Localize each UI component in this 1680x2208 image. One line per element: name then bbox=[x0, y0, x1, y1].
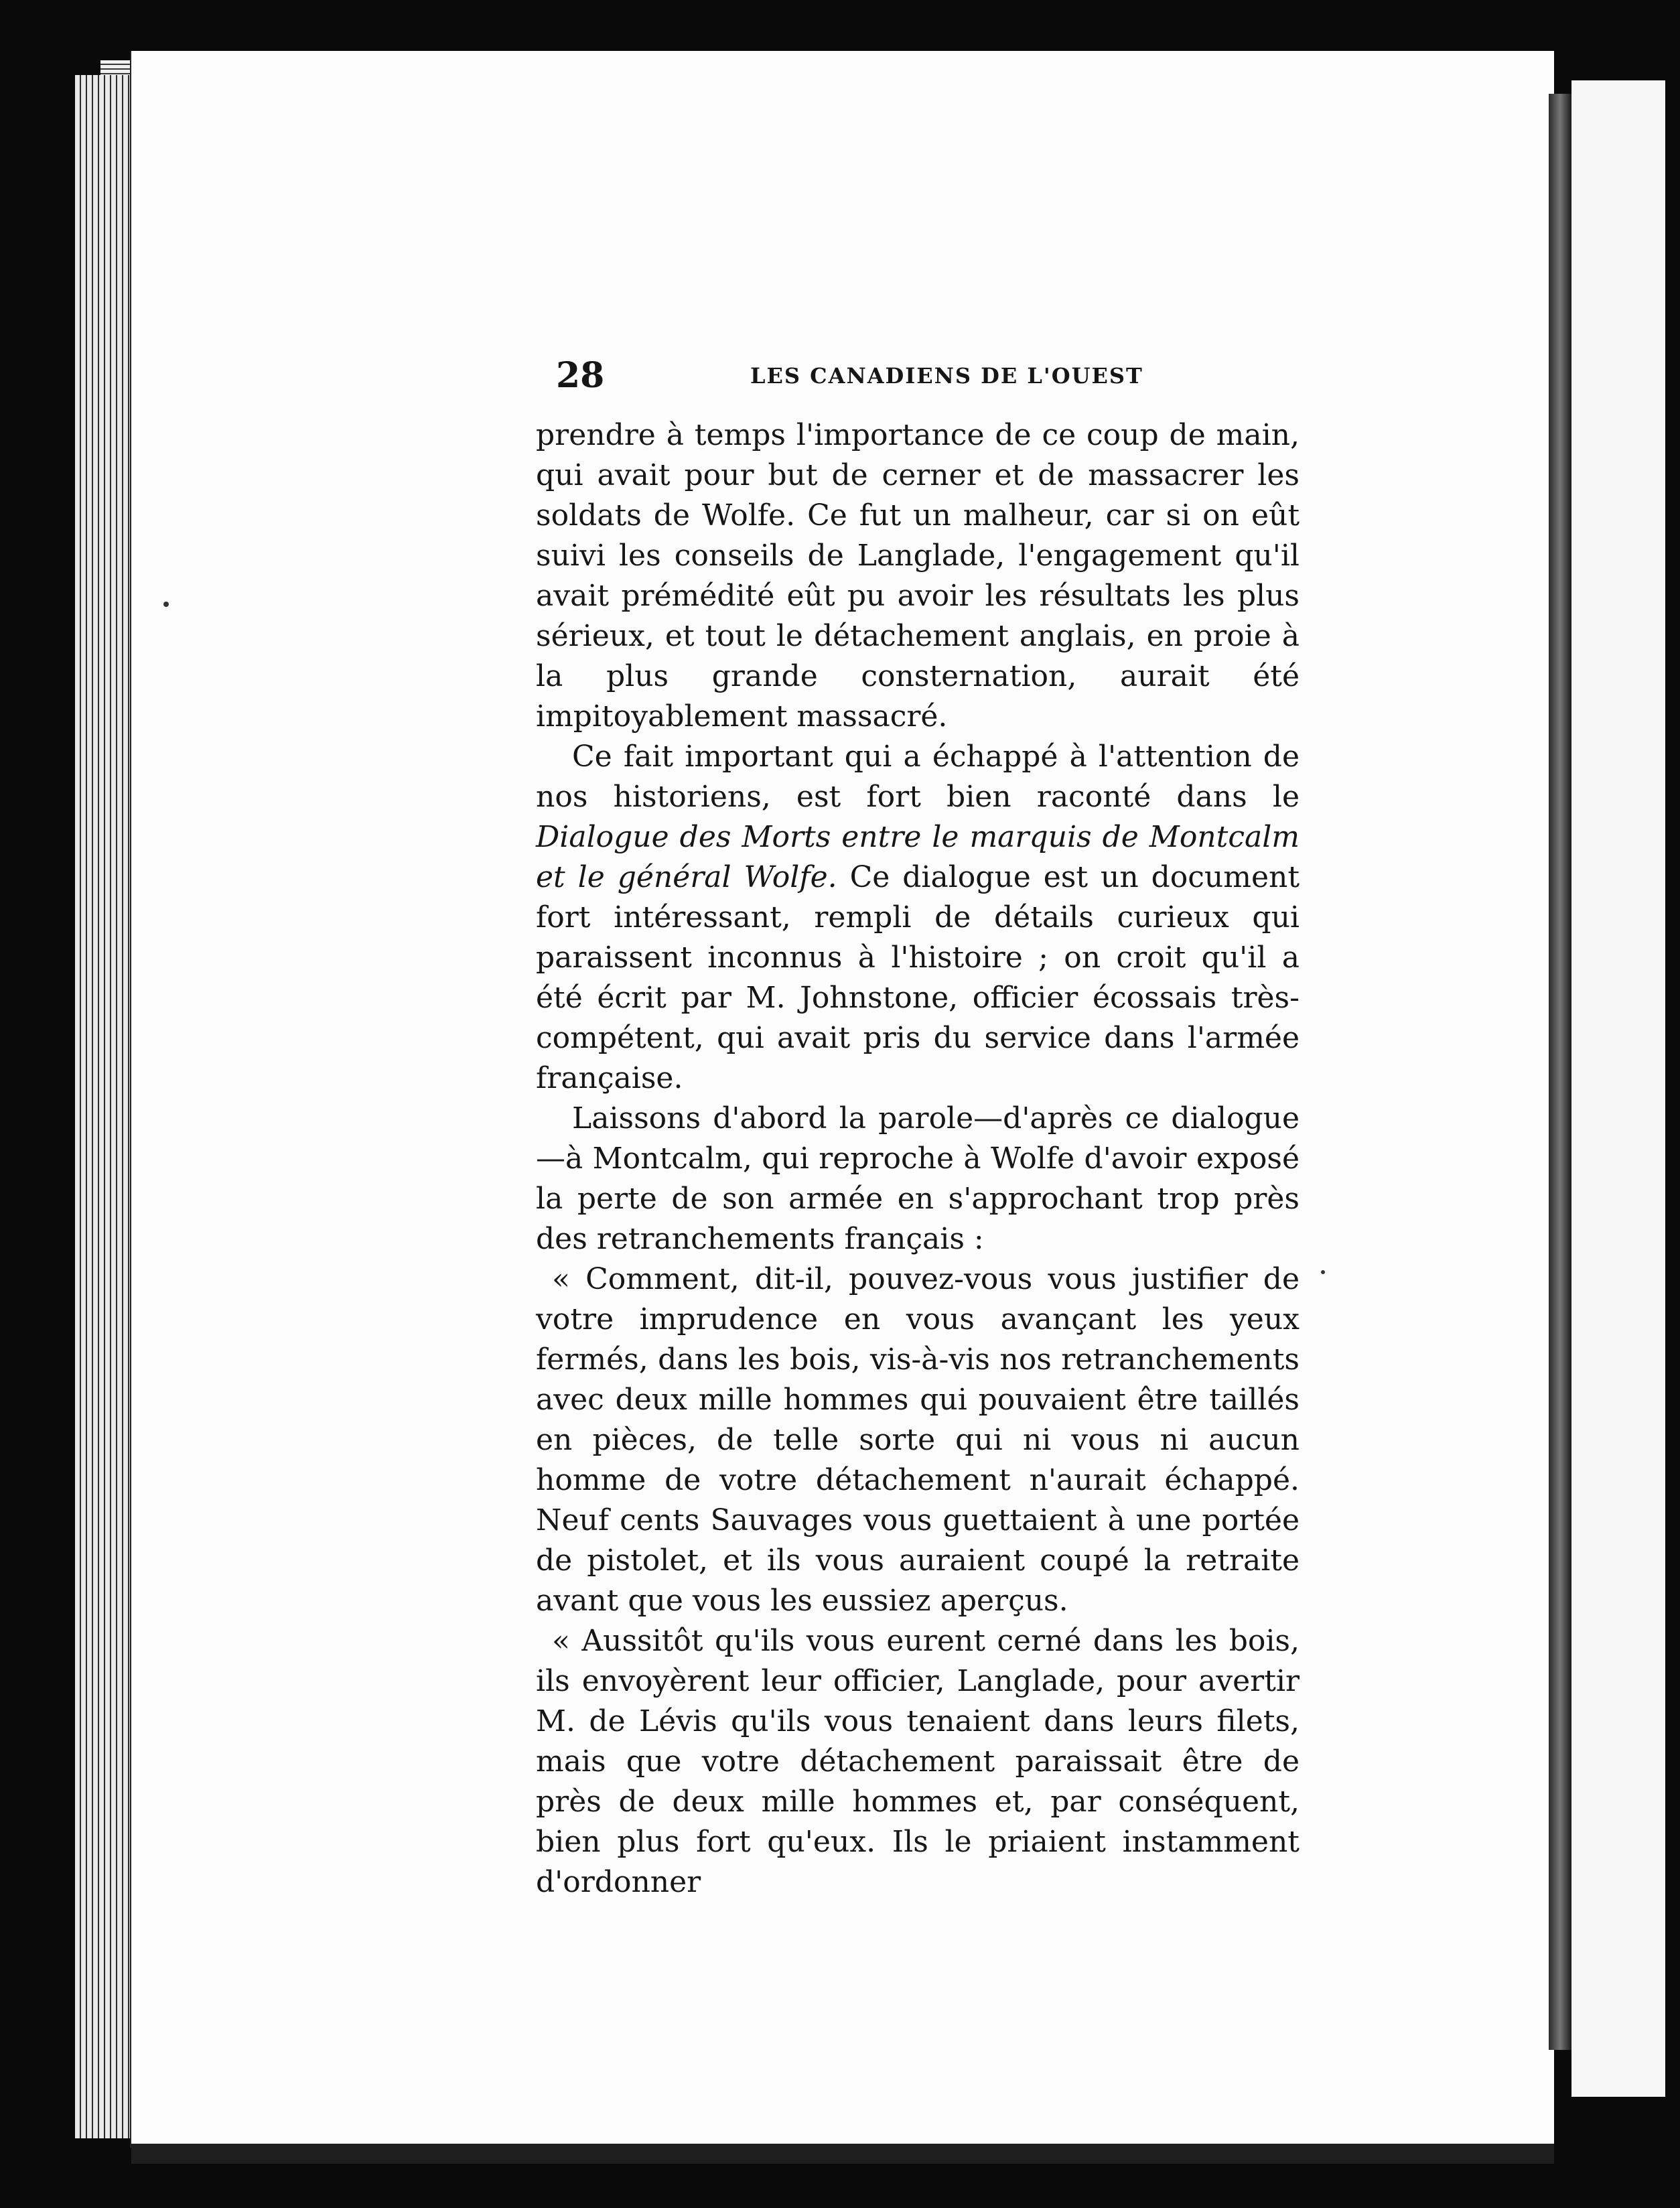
paragraph-1: prendre à temps l'importance de ce coup de main, qui avait pour but de cerner et de massacrer les soldats de Wolfe. Ce fut un malheur, car si on eût suivi les conseils de Langlade, l'engagement qu'il avait prémédité eût pu avoir les résultats les plus sérieux, et tout le détachement anglais, en proie à la plus grande consternation, aurait été impitoyablement massacré. bbox=[536, 418, 1300, 734]
paragraph-2 bbox=[536, 737, 1300, 1099]
paragraph-2-end: Ce dialogue est un document fort intéressant, rempli de détails curieux qui paraissent inconnus à l'histoire ; on croit qu'il a été écrit par M. Johnstone, officier écossais très-compétent, qui avait pris du service dans l'armée française. bbox=[536, 860, 1300, 1095]
scan-speck bbox=[163, 602, 169, 607]
running-head bbox=[536, 355, 1300, 406]
page-number: 28 bbox=[556, 355, 605, 396]
scan-speck bbox=[1321, 1270, 1325, 1274]
paragraph-3: Laissons d'abord la parole—d'après ce dialogue—à Montcalm, qui reproche à Wolfe d'avoir exposé la perte de son armée en s'approchant trop près des retranchements français : bbox=[536, 1101, 1300, 1256]
page-bottom-shadow bbox=[131, 2144, 1554, 2164]
paragraph-4: « Comment, dit-il, pouvez-vous vous justifier de votre imprudence en vous avançant les yeux fermés, dans les bois, vis-à-vis nos retranchements avec deux mille hommes qui pouvaient être taillés en pièces, de telle sorte qui ni vous ni aucun homme de votre détachement n'aurait échappé. Neuf cents Sauvages vous guettaient à une portée de pistolet, et ils vous auraient coupé la retraite avant que vous les eussiez aperçus. bbox=[536, 1262, 1300, 1618]
paragraph-5: « Aussitôt qu'ils vous eurent cerné dans les bois, ils envoyèrent leur officier, Langlade, pour avertir M. de Lévis qu'ils vous tenaient dans leurs filets, mais que votre détachement paraissait être de près de deux mille hommes et, par conséquent, bien plus fort qu'eux. Ils le priaient instamment d'ordonner bbox=[536, 1624, 1300, 1899]
book-gutter bbox=[1549, 94, 1571, 2050]
paragraph-2-start: Ce fait important qui a échappé à l'attention de nos historiens, est fort bien raconté dans le bbox=[536, 740, 1300, 814]
body-text bbox=[536, 415, 1300, 1903]
dialogue-title: Dialogue des Morts entre le marquis de Montcalm et le général Wolfe. bbox=[536, 820, 1300, 894]
facing-page-edge bbox=[1571, 80, 1665, 2097]
text-block bbox=[536, 355, 1300, 1903]
running-title: LES CANADIENS DE L'OUEST bbox=[750, 363, 1143, 389]
